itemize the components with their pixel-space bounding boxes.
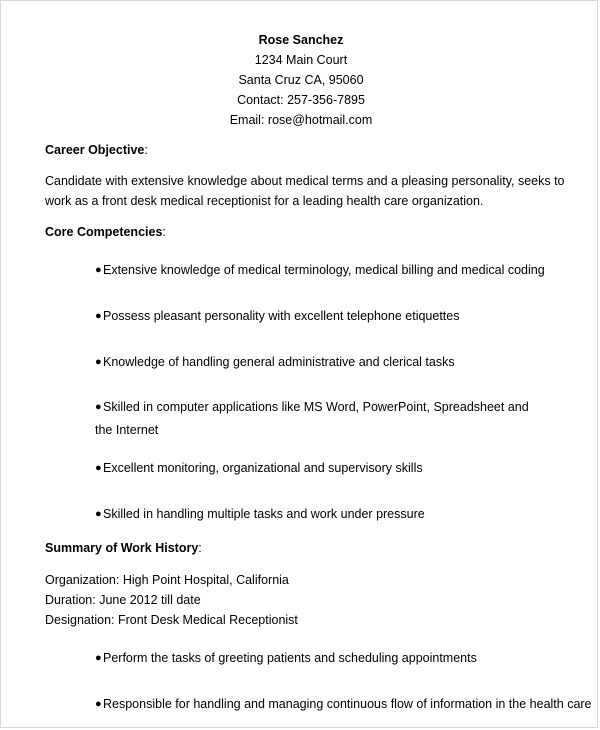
list-item (95, 355, 455, 370)
bullet-icon: ● (95, 698, 102, 710)
designation-line: Designation: Front Desk Medical Receptionist (45, 613, 298, 627)
duration-line: Duration: June 2012 till date (45, 593, 201, 607)
candidate-name: Rose Sanchez (258, 33, 344, 47)
work-history-colon: : (198, 541, 202, 555)
core-competencies-title: Core Competencies (45, 225, 163, 239)
bullet-icon: ● (95, 462, 102, 474)
address-line: 1234 Main Court (254, 53, 348, 67)
competency-text: Skilled in handling multiple tasks and work under pressure (103, 507, 425, 521)
list-item (95, 697, 592, 712)
duty-text: Perform the tasks of greeting patients and scheduling appointments (103, 651, 477, 665)
contact-line: Contact: 257-356-7895 (237, 93, 365, 107)
career-objective-text: Candidate with extensive knowledge about medical terms and a pleasing personality, seeks to work as a front desk medical receptionist for a leading health care organization. (45, 174, 565, 208)
career-objective-title: Career Objective (45, 143, 145, 157)
bullet-icon: ● (95, 264, 102, 276)
bullet-icon: ● (95, 401, 102, 413)
career-objective-colon: : (144, 143, 148, 157)
email-line: Email: rose@hotmail.com (229, 113, 373, 127)
list-item (95, 309, 460, 324)
competency-text: Skilled in computer applications like MS Word, PowerPoint, Spreadsheet and the Internet (95, 400, 529, 437)
city-line: Santa Cruz CA, 95060 (238, 73, 364, 87)
competency-text: Possess pleasant personality with excellent telephone etiquettes (103, 309, 460, 323)
bullet-icon: ● (95, 652, 102, 664)
competency-text: Knowledge of handling general administrative and clerical tasks (103, 355, 455, 369)
list-item (95, 507, 425, 522)
organization-line: Organization: High Point Hospital, California (45, 573, 289, 587)
bullet-icon: ● (95, 508, 102, 520)
core-competencies-colon: : (162, 225, 166, 239)
bullet-icon: ● (95, 310, 102, 322)
work-history-title: Summary of Work History (45, 541, 199, 555)
list-item (95, 263, 545, 278)
core-competencies-heading (45, 225, 166, 240)
work-history-heading (45, 541, 202, 556)
list-item (95, 461, 423, 476)
competency-text: Excellent monitoring, organizational and supervisory skills (103, 461, 423, 475)
list-item (95, 651, 477, 666)
bullet-icon: ● (95, 356, 102, 368)
list-item (95, 396, 535, 442)
career-objective-heading (45, 143, 148, 158)
competency-text: Extensive knowledge of medical terminology, medical billing and medical coding (103, 263, 545, 277)
duty-text: Responsible for handling and managing continuous flow of information in the health care (103, 697, 592, 711)
